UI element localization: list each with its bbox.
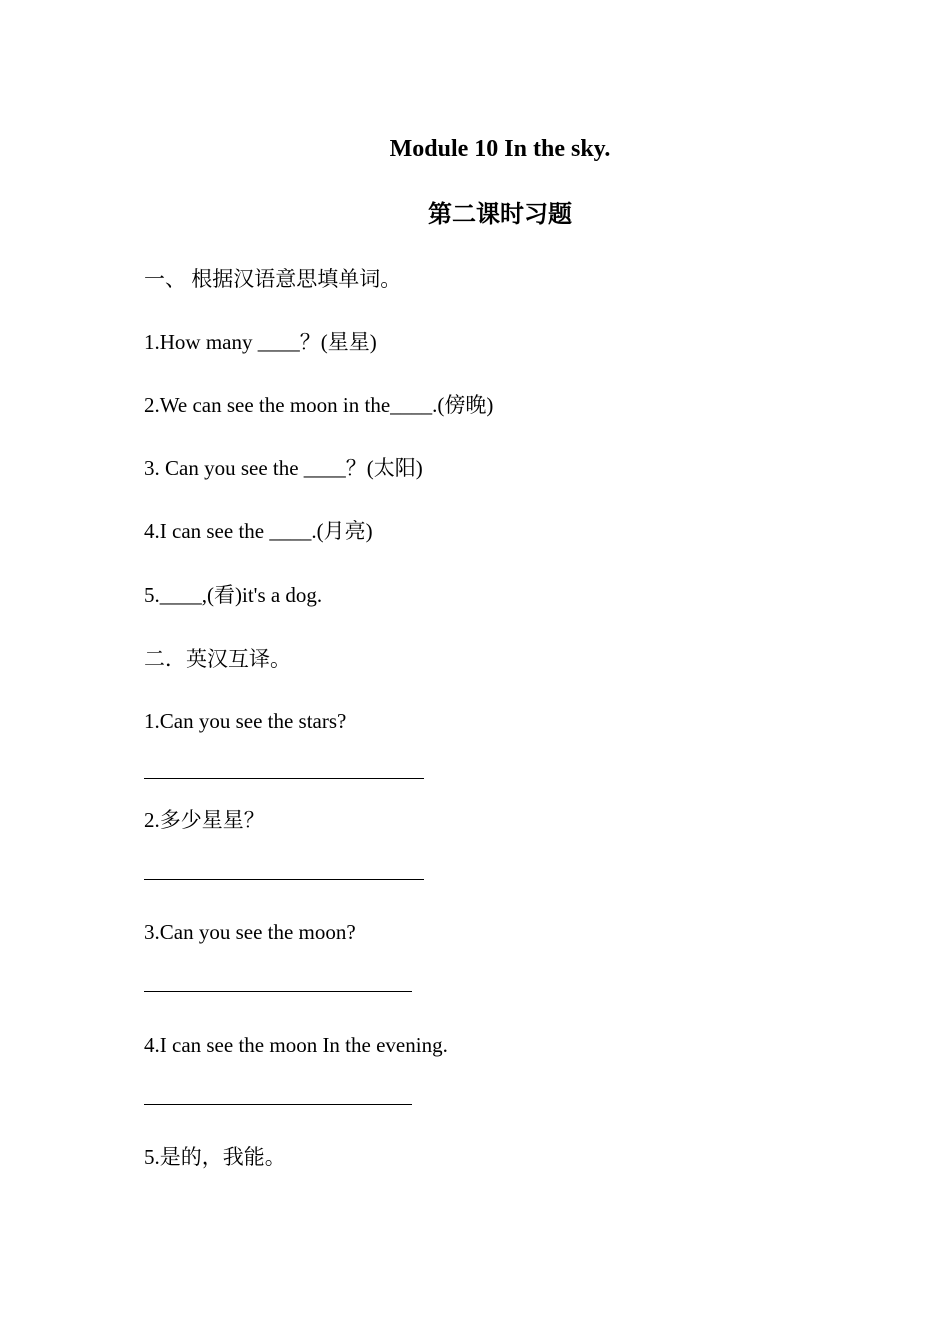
section-2-item-4: 4.I can see the moon In the evening. bbox=[144, 1033, 448, 1057]
section-2-item-3: 3.Can you see the moon? bbox=[144, 920, 356, 944]
answer-line-1 bbox=[144, 778, 424, 779]
answer-line-4 bbox=[144, 1104, 412, 1105]
section-1-item-4: 4.I can see the ____.(月亮) bbox=[144, 519, 373, 543]
section-2-item-2: 2.多少星星？ bbox=[144, 808, 265, 832]
answer-line-2 bbox=[144, 879, 424, 880]
section-1-item-1: 1.How many ____？(星星) bbox=[144, 330, 377, 354]
section-2-item-1: 1.Can you see the stars? bbox=[144, 709, 347, 733]
section-1-item-5: 5.____,(看)it's a dog. bbox=[144, 583, 323, 607]
section-1-item-3: 3. Can you see the ____？(太阳) bbox=[144, 456, 423, 480]
page-subtitle: 第二课时习题 bbox=[428, 202, 572, 228]
section-2-heading: 二．英汉互译。 bbox=[144, 647, 291, 671]
section-1-item-2: 2.We can see the moon in the____.(傍晚) bbox=[144, 393, 494, 417]
page-title: Module 10 In the sky. bbox=[389, 136, 611, 162]
section-2-item-5: 5.是的，我能。 bbox=[144, 1145, 286, 1169]
answer-line-3 bbox=[144, 991, 412, 992]
section-1-heading: 一、 根据汉语意思填单词。 bbox=[144, 267, 402, 291]
